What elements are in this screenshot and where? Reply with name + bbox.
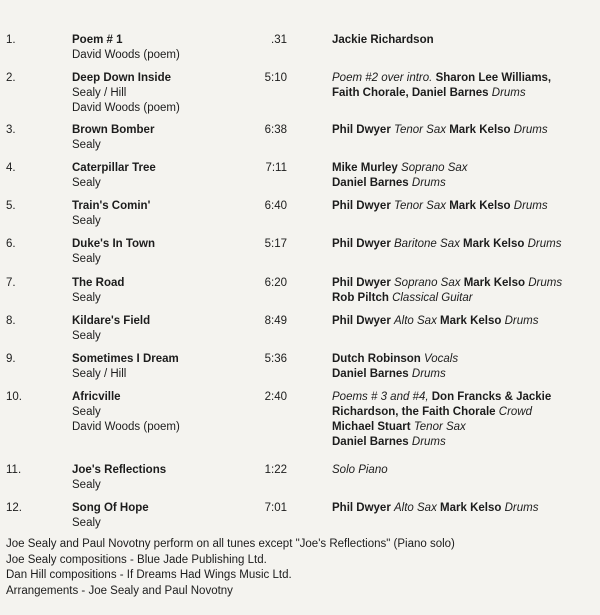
track-title-block xyxy=(72,199,272,229)
track-credit: David Woods (poem) xyxy=(72,49,180,61)
track-title: Song Of Hope xyxy=(72,502,149,514)
track-number: 7. xyxy=(6,277,16,289)
track-credit: Sealy / Hill xyxy=(72,87,127,99)
performer-line xyxy=(332,176,594,191)
performer-role: Baritone Sax xyxy=(394,238,464,250)
track-credit: Sealy / Hill xyxy=(72,368,127,380)
performer-name: Daniel Barnes xyxy=(332,177,412,189)
track-title: Poem # 1 xyxy=(72,34,123,46)
footer-line: Dan Hill compositions - If Dreams Had Wings Music Ltd. xyxy=(6,569,292,581)
performer-role: Drums xyxy=(411,436,446,448)
track-duration: 5:10 xyxy=(264,72,287,84)
performer-name: Faith Chorale, Daniel Barnes xyxy=(332,87,492,99)
footer-notes xyxy=(6,537,596,599)
track-title: Caterpillar Tree xyxy=(72,162,156,174)
performer-line xyxy=(332,237,594,252)
track-performers xyxy=(332,123,594,138)
performer-name: Jackie Richardson xyxy=(332,34,434,46)
performer-name: Don Francks & Jackie xyxy=(431,391,552,403)
track-credit: Sealy xyxy=(72,292,101,304)
performer-line xyxy=(332,314,594,329)
performer-name: Daniel Barnes xyxy=(332,368,412,380)
track-duration: 7:11 xyxy=(265,162,287,174)
performer-line xyxy=(332,123,594,138)
track-duration: .31 xyxy=(271,34,287,46)
performer-role: Drums xyxy=(513,200,548,212)
performer-name: Mike Murley xyxy=(332,162,402,174)
performer-line xyxy=(332,33,594,48)
track-title-block xyxy=(72,71,272,116)
track-number: 9. xyxy=(6,353,16,365)
track-number: 2. xyxy=(6,72,16,84)
performer-line xyxy=(332,405,594,420)
track-title: Duke's In Town xyxy=(72,238,156,250)
track-performers xyxy=(332,71,594,101)
track-credit: Sealy xyxy=(72,139,101,151)
performer-line xyxy=(332,501,594,516)
performer-role: Tenor Sax xyxy=(394,200,450,212)
track-title: Sometimes I Dream xyxy=(72,353,179,365)
track-number: 8. xyxy=(6,315,16,327)
performer-name: Phil Dwyer xyxy=(332,200,394,212)
track-credit: Sealy xyxy=(72,177,101,189)
performer-name: Richardson, the Faith Chorale xyxy=(332,406,499,418)
performer-name: Mark Kelso xyxy=(449,200,514,212)
performer-role: Drums xyxy=(528,277,563,289)
track-title: Kildare's Field xyxy=(72,315,151,327)
performer-role: Drums xyxy=(491,87,526,99)
track-number: 11. xyxy=(6,464,22,476)
track-duration: 6:38 xyxy=(264,124,287,136)
track-duration: 1:22 xyxy=(264,464,287,476)
footer-line: Arrangements - Joe Sealy and Paul Novotny xyxy=(6,584,233,597)
track-title: Joe's Reflections xyxy=(72,464,167,476)
performer-role: Drums xyxy=(504,502,539,514)
performer-role: Soprano Sax xyxy=(401,162,468,174)
track-duration: 5:36 xyxy=(264,353,287,365)
track-title-block xyxy=(72,161,272,191)
performer-name: Daniel Barnes xyxy=(332,436,412,448)
track-title-block xyxy=(72,314,272,344)
track-title: Africville xyxy=(72,391,121,403)
performer-name: Mark Kelso xyxy=(440,315,505,327)
performer-name: Phil Dwyer xyxy=(332,502,394,514)
track-title-block xyxy=(72,463,272,493)
performer-name: Phil Dwyer xyxy=(332,238,394,250)
performer-name: Mark Kelso xyxy=(463,277,529,289)
track-duration: 5:17 xyxy=(264,238,287,250)
performer-line xyxy=(332,276,594,291)
performer-line xyxy=(332,352,594,367)
track-performers xyxy=(332,276,594,306)
track-credit: Sealy xyxy=(72,406,101,418)
track-performers xyxy=(332,501,594,516)
track-title-block xyxy=(72,276,272,306)
performer-role: Poem #2 over intro. xyxy=(332,72,436,84)
performer-line xyxy=(332,199,594,214)
performer-role: Crowd xyxy=(498,406,533,418)
performer-role: Drums xyxy=(411,368,446,380)
performer-line xyxy=(332,390,594,405)
track-title: Brown Bomber xyxy=(72,124,155,136)
performer-name: Rob Piltch xyxy=(332,292,393,304)
performer-line xyxy=(332,420,594,435)
footer-line: Joe Sealy compositions - Blue Jade Publishing Ltd. xyxy=(6,553,267,566)
track-number: 5. xyxy=(6,200,16,212)
track-title: The Road xyxy=(72,277,125,289)
performer-role: Vocals xyxy=(424,353,459,365)
track-performers xyxy=(332,161,594,191)
performer-role: Drums xyxy=(504,315,539,327)
track-performers xyxy=(332,314,594,329)
track-title-block xyxy=(72,390,272,435)
performer-name: Dutch Robinson xyxy=(332,353,424,365)
performer-name: Sharon Lee Williams, xyxy=(435,72,552,84)
track-number: 6. xyxy=(6,238,16,250)
performer-role: Soprano Sax xyxy=(394,277,464,289)
track-duration: 6:40 xyxy=(264,200,287,212)
track-title: Train's Comin' xyxy=(72,200,151,212)
track-performers xyxy=(332,237,594,252)
track-performers xyxy=(332,463,594,478)
track-credit: Sealy xyxy=(72,479,101,491)
track-title-block xyxy=(72,123,272,153)
track-performers xyxy=(332,352,594,382)
performer-role: Solo Piano xyxy=(332,464,388,476)
performer-line xyxy=(332,291,594,306)
track-credit: Sealy xyxy=(72,215,101,227)
track-title-block xyxy=(72,33,272,63)
performer-line xyxy=(332,463,594,478)
track-credit: David Woods (poem) xyxy=(72,421,180,433)
performer-name: Mark Kelso xyxy=(449,124,514,136)
performer-line xyxy=(332,161,594,176)
performer-name: Phil Dwyer xyxy=(332,277,394,289)
performer-line xyxy=(332,367,594,382)
performer-name: Mark Kelso xyxy=(463,238,528,250)
performer-role: Alto Sax xyxy=(394,315,441,327)
performer-name: Phil Dwyer xyxy=(332,315,394,327)
track-number: 4. xyxy=(6,162,16,174)
performer-line xyxy=(332,86,594,101)
track-duration: 8:49 xyxy=(264,315,287,327)
track-title: Deep Down Inside xyxy=(72,72,172,84)
track-credit: Sealy xyxy=(72,253,101,265)
performer-role: Tenor Sax xyxy=(394,124,450,136)
performer-role: Drums xyxy=(527,238,562,250)
track-credit: Sealy xyxy=(72,330,101,342)
track-credit: David Woods (poem) xyxy=(72,102,180,114)
performer-name: Michael Stuart xyxy=(332,421,414,433)
track-number: 12. xyxy=(6,502,22,514)
track-title-block xyxy=(72,501,272,531)
performer-role: Alto Sax xyxy=(394,502,441,514)
track-title-block xyxy=(72,237,272,267)
track-credit: Sealy xyxy=(72,517,101,529)
track-title-block xyxy=(72,352,272,382)
track-performers xyxy=(332,390,594,450)
performer-name: Phil Dwyer xyxy=(332,124,394,136)
performer-name: Mark Kelso xyxy=(440,502,505,514)
performer-line xyxy=(332,71,594,86)
performer-role: Poems # 3 and #4, xyxy=(332,391,432,403)
track-number: 1. xyxy=(6,34,16,46)
track-duration: 6:20 xyxy=(264,277,287,289)
track-performers xyxy=(332,33,594,48)
performer-line xyxy=(332,435,594,450)
track-duration: 2:40 xyxy=(264,391,287,403)
track-number: 10. xyxy=(6,391,22,403)
performer-role: Drums xyxy=(513,124,548,136)
track-duration: 7:01 xyxy=(264,502,287,514)
track-number: 3. xyxy=(6,124,16,136)
footer-line: Joe Sealy and Paul Novotny perform on all tunes except "Joe's Reflections" (Piano solo) xyxy=(6,538,455,550)
performer-role: Drums xyxy=(411,177,446,189)
track-performers xyxy=(332,199,594,214)
performer-role: Classical Guitar xyxy=(392,292,473,304)
performer-role: Tenor Sax xyxy=(413,421,466,433)
